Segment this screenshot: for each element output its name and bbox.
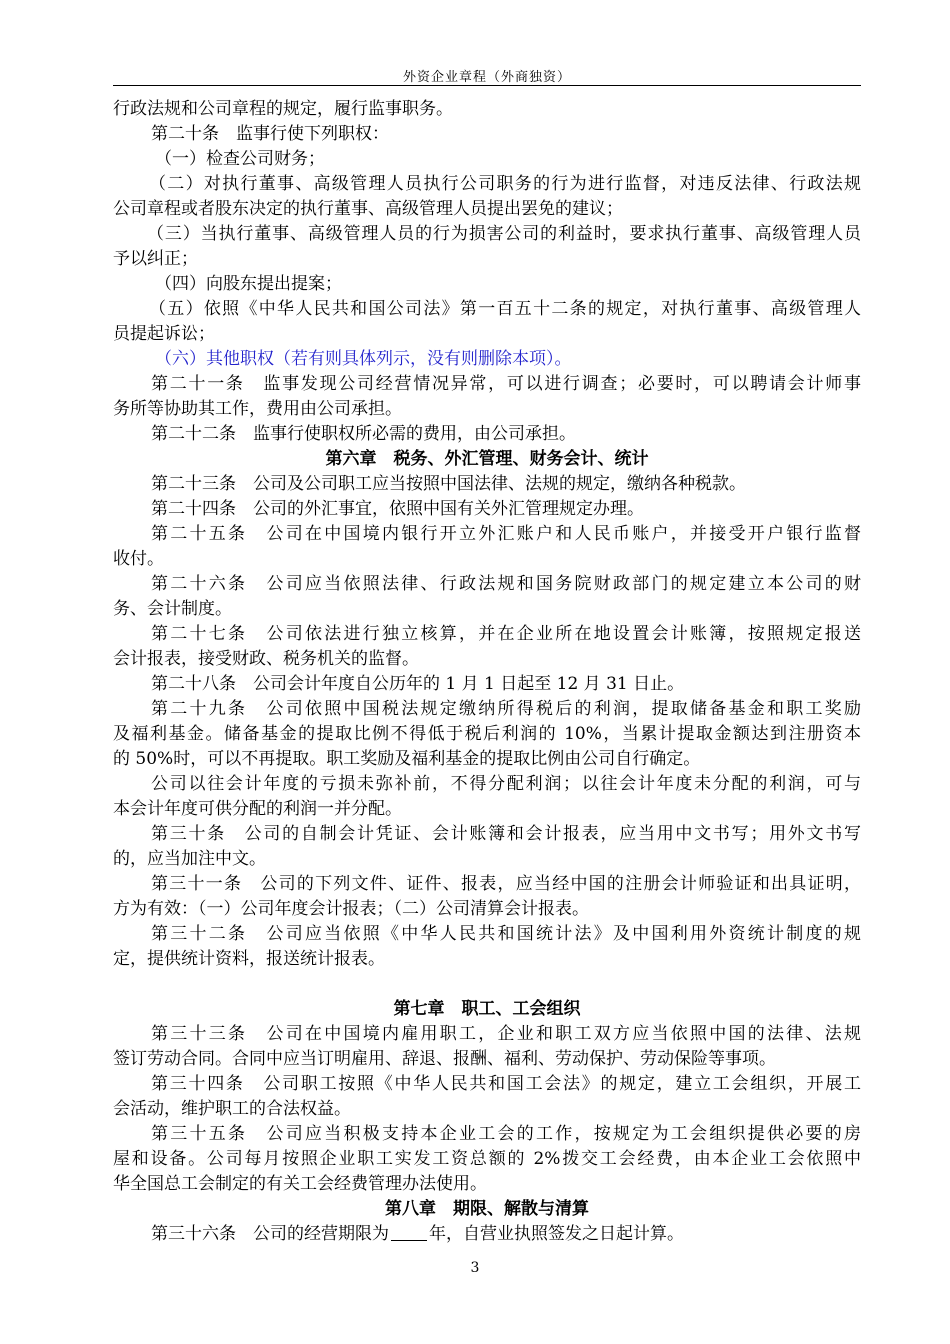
paragraph-line: 屋和设备。公司每月按照企业职工实发工资总额的 2%拨交工会经费，由本企业工会依照中	[113, 1149, 861, 1169]
document-body	[113, 97, 861, 1247]
blank-spacer	[113, 972, 861, 997]
paragraph-line: 方为有效：（一）公司年度会计报表；（二）公司清算会计报表。	[113, 899, 589, 919]
paragraph-line: 签订劳动合同。合同中应当订明雇用、辞退、报酬、福利、劳动保护、劳动保险等事项。	[113, 1049, 776, 1069]
article-34: 第三十四条 公司职工按照《中华人民共和国工会法》的规定，建立工会组织，开展工	[151, 1074, 861, 1094]
article-36-prefix: 第三十六条 公司的经营期限为	[151, 1224, 389, 1244]
article-25: 第二十五条 公司在中国境内银行开立外汇账户和人民币账户，并接受开户银行监督	[151, 524, 861, 544]
paragraph-line: 员提起诉讼；	[113, 324, 215, 344]
paragraph-line: 及福利基金。储备基金的提取比例不得低于税后利润的 10%，当累计提取金额达到注册资本	[113, 724, 861, 744]
article-27: 第二十七条 公司依法进行独立核算，并在企业所在地设置会计账簿，按照规定报送	[151, 624, 861, 644]
paragraph-line: 公司章程或者股东决定的执行董事、高级管理人员提出罢免的建议；	[113, 199, 623, 219]
article-33: 第三十三条 公司在中国境内雇用职工，企业和职工双方应当依照中国的法律、法规	[151, 1024, 861, 1044]
chapter-6-heading: 第六章 税务、外汇管理、财务会计、统计	[325, 449, 649, 469]
list-item-2: （二）对执行董事、高级管理人员执行公司职务的行为进行监督，对违反法律、行政法规	[149, 174, 861, 194]
chapter-8-heading: 第八章 期限、解散与清算	[385, 1199, 589, 1219]
paragraph-line: 的 50%时，可以不再提取。职工奖励及福利基金的提取比例由公司自行确定。	[113, 749, 701, 769]
list-item-6-highlighted: （六）其他职权（若有则具体列示，没有则删除本项）。	[155, 349, 572, 369]
paragraph-line: 行政法规和公司章程的规定，履行监事职务。	[113, 99, 453, 119]
article-20: 第二十条 监事行使下列职权：	[151, 124, 389, 144]
paragraph-line: 公司以往会计年度的亏损未弥补前，不得分配利润；以往会计年度未分配的利润，可与	[151, 774, 861, 794]
article-26: 第二十六条 公司应当依照法律、行政法规和国务院财政部门的规定建立本公司的财	[151, 574, 861, 594]
article-36	[113, 1222, 861, 1247]
list-item-4: （四）向股东提出提案；	[155, 274, 342, 294]
paragraph-line: 务所等协助其工作，费用由公司承担。	[113, 399, 402, 419]
article-30: 第三十条 公司的自制会计凭证、会计账簿和会计报表，应当用中文书写；用外文书写	[151, 824, 861, 844]
paragraph-line: 本会计年度可供分配的利润一并分配。	[113, 799, 402, 819]
article-36-suffix: 年，自营业执照签发之日起计算。	[429, 1224, 684, 1244]
paragraph-line: 的，应当加注中文。	[113, 849, 266, 869]
page-header-title: 外资企业章程（外商独资）	[402, 70, 571, 85]
chapter-7-heading: 第七章 职工、工会组织	[393, 999, 581, 1019]
article-35: 第三十五条 公司应当积极支持本企业工会的工作，按规定为工会组织提供必要的房	[151, 1124, 861, 1144]
list-item-5: （五）依照《中华人民共和国公司法》第一百五十二条的规定，对执行董事、高级管理人	[149, 299, 861, 319]
term-years-blank[interactable]	[391, 1224, 427, 1241]
article-28: 第二十八条 公司会计年度自公历年的 1 月 1 日起至 12 月 31 日止。	[151, 674, 685, 694]
paragraph-line: 务、会计制度。	[113, 599, 232, 619]
article-21: 第二十一条 监事发现公司经营情况异常，可以进行调查；必要时，可以聘请会计师事	[151, 374, 861, 394]
paragraph-line: 予以纠正；	[113, 249, 198, 269]
paragraph-line: 会计报表，接受财政、税务机关的监督。	[113, 649, 419, 669]
page-number: 3	[470, 1260, 480, 1276]
paragraph-line: 定，提供统计资料，报送统计报表。	[113, 949, 385, 969]
article-22: 第二十二条 监事行使职权所必需的费用，由公司承担。	[151, 424, 576, 444]
list-item-3: （三）当执行董事、高级管理人员的行为损害公司的利益时，要求执行董事、高级管理人员	[147, 224, 861, 244]
paragraph-line: 会活动，维护职工的合法权益。	[113, 1099, 351, 1119]
list-item-1: （一）检查公司财务；	[155, 149, 325, 169]
paragraph-line: 华全国总工会制定的有关工会经费管理办法使用。	[113, 1174, 487, 1194]
article-29: 第二十九条 公司依照中国税法规定缴纳所得税后的利润，提取储备基金和职工奖励	[151, 699, 861, 719]
paragraph-line: 收付。	[113, 549, 164, 569]
article-23: 第二十三条 公司及公司职工应当按照中国法律、法规的规定，缴纳各种税款。	[151, 474, 746, 494]
article-24: 第二十四条 公司的外汇事宜，依照中国有关外汇管理规定办理。	[151, 499, 644, 519]
article-31: 第三十一条 公司的下列文件、证件、报表，应当经中国的注册会计师验证和出具证明，	[151, 874, 861, 894]
header-divider	[113, 85, 861, 86]
article-32: 第三十二条 公司应当依照《中华人民共和国统计法》及中国利用外资统计制度的规	[151, 924, 861, 944]
